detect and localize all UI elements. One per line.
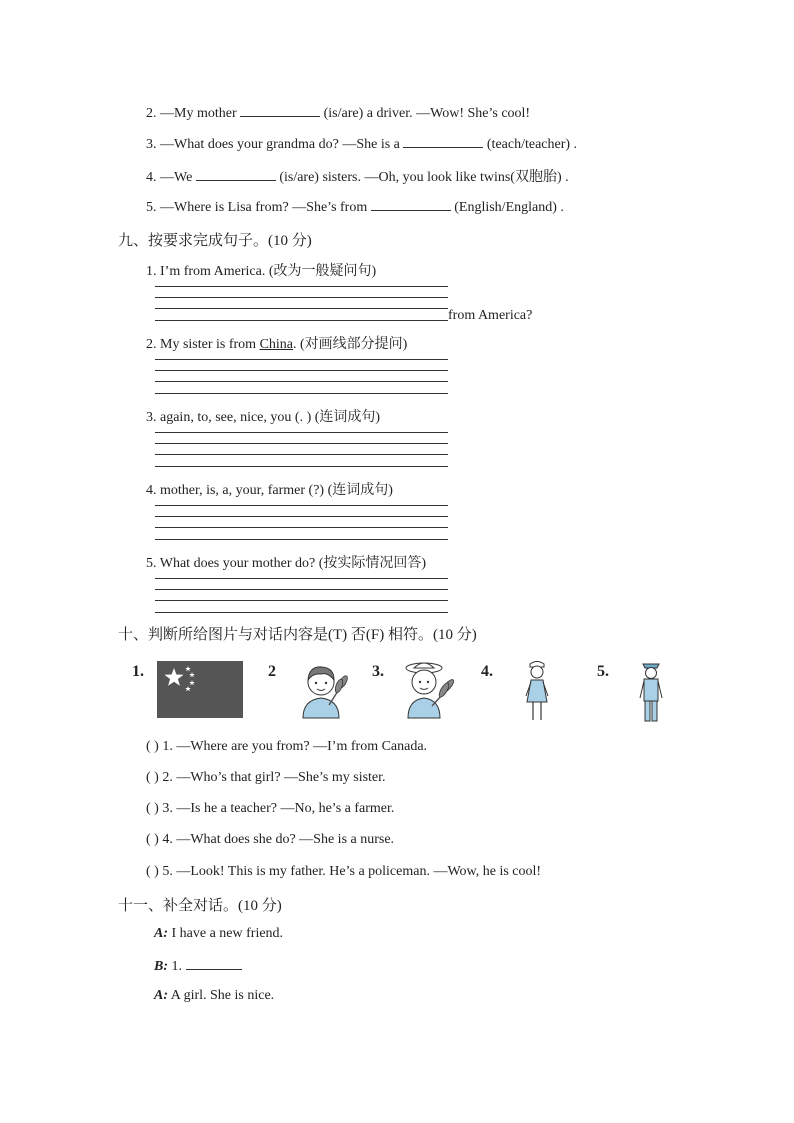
judge-item-5: ( ) 5. —Look! This is my father. He’s a policeman. —Wow, he is cool!	[146, 864, 542, 879]
fill-item-5: 5. —Where is Lisa from? —She’s from (English/England) .	[146, 200, 564, 215]
writing-line[interactable]	[155, 370, 448, 371]
answer-parentheses[interactable]: ( )	[146, 832, 159, 847]
judge-item-1: ( ) 1. —Where are you from? —I’m from Canada.	[146, 739, 428, 754]
picture-label-1: 1.	[132, 663, 144, 680]
picture-label-4: 4.	[481, 663, 493, 680]
writing-line[interactable]	[155, 432, 448, 433]
writing-line[interactable]	[155, 505, 448, 506]
rewrite-suffix: from America?	[448, 308, 533, 323]
rewrite-item-1: 1. I’m from America. (改为一般疑问句)	[146, 264, 377, 279]
writing-line[interactable]	[155, 381, 448, 382]
picture-label-3: 3.	[372, 663, 384, 680]
writing-line[interactable]	[155, 589, 448, 590]
writing-line[interactable]	[155, 539, 448, 540]
fill-item-3: 3. —What does your grandma do? —She is a (teach/teacher) .	[146, 137, 578, 152]
answer-parentheses[interactable]: ( )	[146, 770, 159, 785]
answer-parentheses[interactable]: ( )	[146, 801, 159, 816]
judge-item-4: ( ) 4. —What does she do? —She is a nurse.	[146, 832, 395, 847]
dialogue-line-3: A: A girl. She is nice.	[154, 988, 275, 1003]
answer-blank[interactable]	[186, 957, 242, 970]
writing-line[interactable]	[155, 516, 448, 517]
answer-parentheses[interactable]: ( )	[146, 739, 159, 754]
section-11-heading: 十一、补全对话。(10 分)	[118, 898, 282, 914]
woman-farmer-image	[396, 658, 456, 725]
policeman-image	[636, 658, 666, 729]
writing-line[interactable]	[155, 578, 448, 579]
answer-blank[interactable]	[371, 198, 451, 211]
picture-label-5: 5.	[597, 663, 609, 680]
writing-line[interactable]	[155, 527, 448, 528]
answer-blank[interactable]	[403, 135, 483, 148]
writing-line[interactable]	[155, 320, 448, 321]
nurse-image	[520, 658, 554, 729]
writing-line[interactable]	[155, 308, 448, 309]
rewrite-item-5: 5. What does your mother do? (按实际情况回答)	[146, 556, 427, 571]
section-9-heading: 九、按要求完成句子。(10 分)	[118, 233, 312, 249]
dialogue-line-1: A: I have a new friend.	[154, 926, 284, 941]
rewrite-item-3: 3. again, to, see, nice, you (. ) (连词成句)	[146, 410, 381, 425]
picture-label-2: 2	[268, 663, 276, 680]
fill-item-2: 2. —My mother (is/are) a driver. —Wow! She’s cool!	[146, 106, 531, 121]
writing-line[interactable]	[155, 286, 448, 287]
underlined-word: China	[259, 337, 294, 352]
rewrite-item-2: 2. My sister is from China. (对画线部分提问)	[146, 337, 408, 352]
writing-line[interactable]	[155, 393, 448, 394]
section-10-heading: 十、判断所给图片与对话内容是(T) 否(F) 相符。(10 分)	[118, 627, 477, 643]
china-flag-image	[157, 661, 243, 718]
judge-item-3: ( ) 3. —Is he a teacher? —No, he’s a farmer.	[146, 801, 395, 816]
writing-line[interactable]	[155, 297, 448, 298]
rewrite-item-4: 4. mother, is, a, your, farmer (?) (连词成句)	[146, 483, 393, 498]
writing-line[interactable]	[155, 443, 448, 444]
answer-blank[interactable]	[240, 104, 320, 117]
fill-item-4: 4. —We (is/are) sisters. —Oh, you look like twins(双胞胎) .	[146, 169, 569, 185]
writing-line[interactable]	[155, 466, 448, 467]
writing-line[interactable]	[155, 600, 448, 601]
writing-line[interactable]	[155, 454, 448, 455]
answer-blank[interactable]	[196, 168, 276, 181]
man-with-wheat-image	[295, 660, 351, 725]
judge-item-2: ( ) 2. —Who’s that girl? —She’s my sister.	[146, 770, 386, 785]
writing-line[interactable]	[155, 612, 448, 613]
dialogue-line-2: B: 1.	[154, 957, 242, 975]
answer-parentheses[interactable]: ( )	[146, 864, 159, 879]
writing-line[interactable]	[155, 359, 448, 360]
